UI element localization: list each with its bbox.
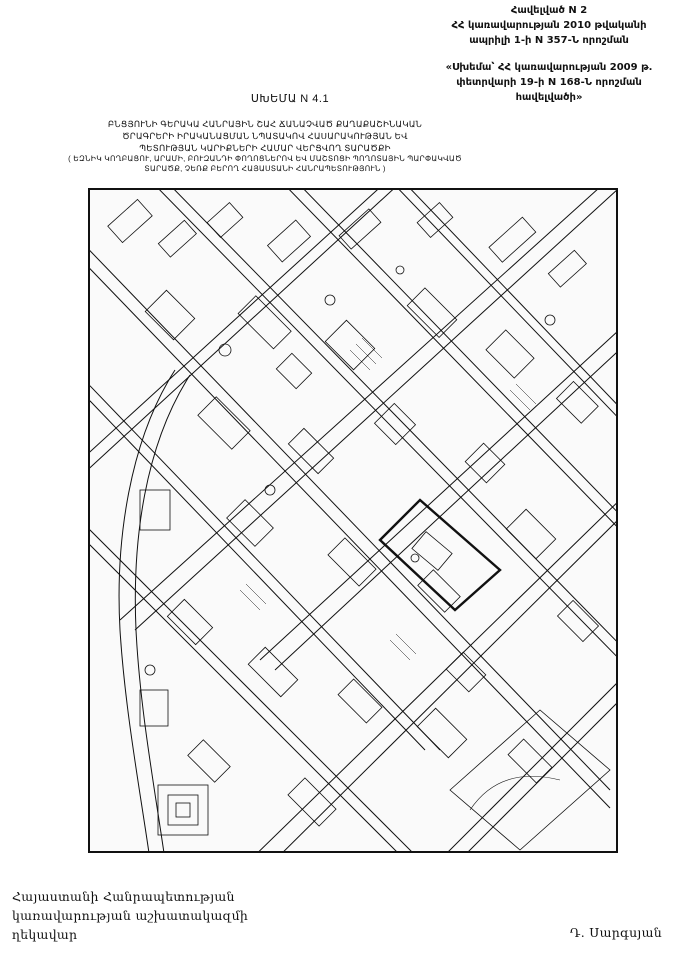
signatory-line-3: ղեկավար xyxy=(12,927,78,942)
map-drawing xyxy=(90,190,616,851)
scheme-desc-line-4: ( ԵԶՆԻԿ ԿՈՂԲԱՑՈՒ, ԱՐԱՄԻ, ԲՈՒԶԱՆԴԻ ՓՈՂՈՑՆԵՐՈՎ ԵՎ ՄԱՇՏՈՑԻ ՊՈՂՈՏԱՅԻՆ ՊԱՐՓԱԿՎԱԾ xyxy=(68,154,462,163)
signatory-title xyxy=(12,887,248,944)
annex-line-6: հավելվածի» xyxy=(515,92,583,103)
scheme-desc-line-2: ԾՐԱԳՐԵՐԻ ԻՐԱԿԱՆԱՑՄԱՆ ՆՊԱՏԱԿՈՎ ՀԱՍԱՐԱԿՈՒԹՅԱՆ ԵՎ xyxy=(122,131,408,141)
annex-line-5: փետրվարի 19-ի N 168-Ն որոշման xyxy=(456,77,642,88)
annex-line-4: «Սխեմա՝ ՀՀ կառավարության 2009 թ. xyxy=(445,62,653,73)
cadastral-map xyxy=(88,188,618,853)
annex-line-2: ՀՀ կառավարության 2010 թվականի xyxy=(451,20,647,31)
signatory-name: Դ. Սարգսյան xyxy=(569,925,662,940)
scheme-desc-line-3: ՊԵՏՈՒԹՅԱՆ ԿԱՐԻՔՆԵՐԻ ՀԱՄԱՐ ՎԵՐՑՎՈՂ ՏԱՐԱԾՔԻ xyxy=(139,143,391,153)
circular-features xyxy=(145,266,555,675)
signatory-line-1: Հայաստանի Հանրապետության xyxy=(12,889,235,904)
hatched-areas xyxy=(240,338,536,660)
annex-line-1: Հավելված N 2 xyxy=(510,5,588,16)
scheme-title: ՍԽԵՄԱ N 4.1 xyxy=(250,93,330,105)
scheme-description xyxy=(60,118,470,174)
scheme-desc-line-1: ԲՆՑՅՈՒՆԻ ԳԵՐԱԿԱ ՀԱՆՐԱՅԻՆ ՇԱՀ ՃԱՆԱՉՎԱԾ ՔԱՂԱՔԱՇԻՆԱԿԱՆ xyxy=(107,119,423,129)
park-square xyxy=(158,785,208,835)
annex-line-3: ապրիլի 1-ի N 357-Ն որոշման xyxy=(469,35,629,46)
annex-header xyxy=(420,3,678,105)
scheme-desc-line-5: ՏԱՐԱԾՔ, ՉԵՌՔ ԲԵՐՈՂ ՀԱՅԱՍՏԱՆԻ ՀԱՆՐԱՊԵՏՈՒԹՅՈՒՆ ) xyxy=(144,164,386,173)
plaza xyxy=(450,710,610,850)
building-blocks xyxy=(108,199,599,826)
signatory-line-2: կառավարության աշխատակազմի xyxy=(12,908,249,923)
